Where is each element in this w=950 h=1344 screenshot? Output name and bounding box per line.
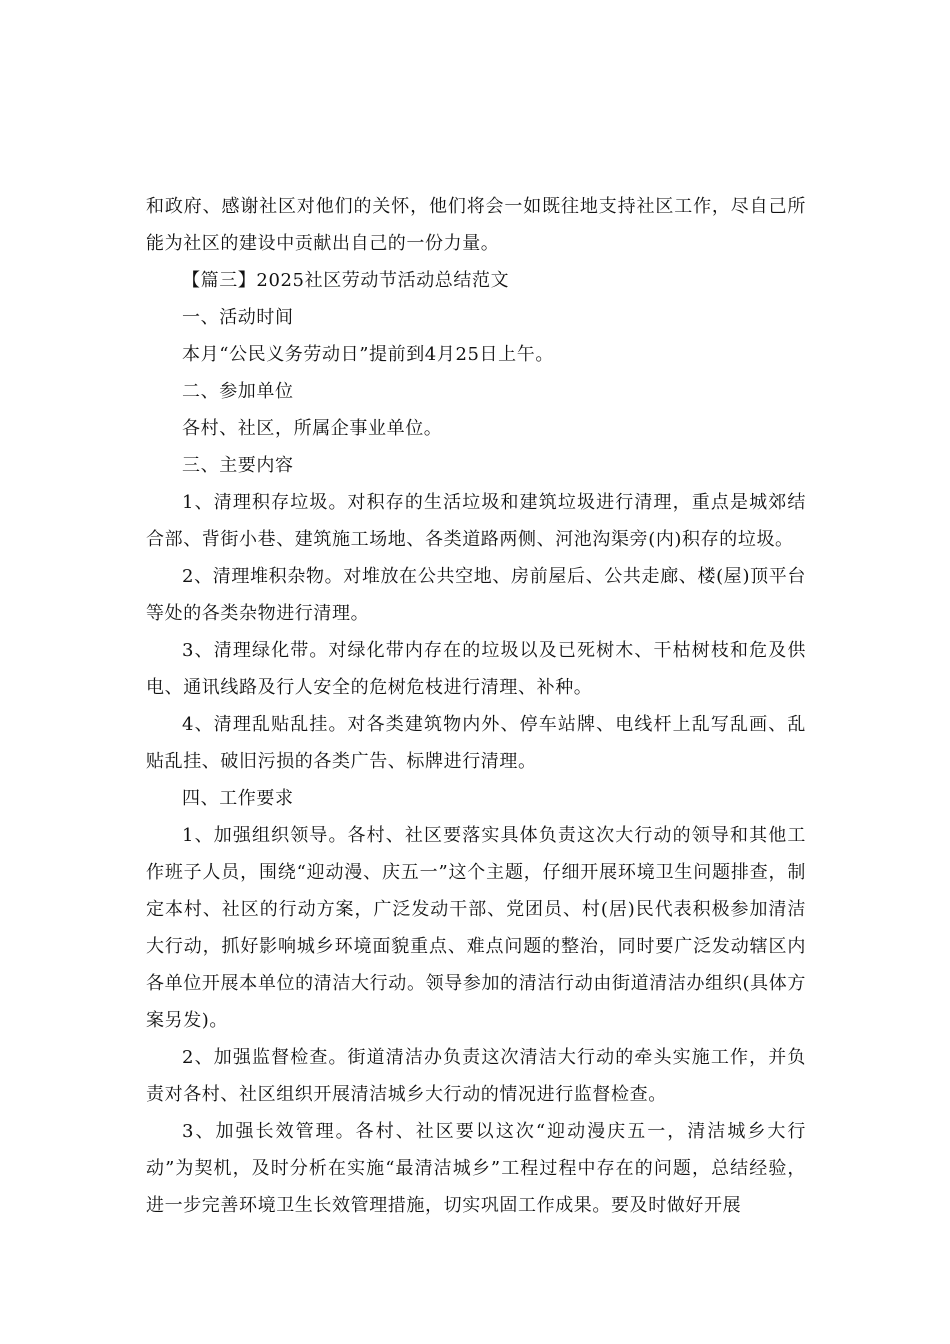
paragraph-activity-time: 本月“公民义务劳动日”提前到4月25日上午。 [182,344,554,365]
paragraph-requirement-1: 1、加强组织领导。各村、社区要落实具体负责这次大行动的领导和其他工作班子人员，围绕“迎动漫、庆五一”这个主题，仔细开展环境卫生问题排查，制定本村、社区的行动方案，广泛发动干部、党团员、村(居)民代表积极参加清洁大行动，抓好影响城乡环境面貌重点、难点问题的整治，同时要广泛发动辖区内各单位开展本单位的清洁大行动。领导参加的清洁行动由街道清洁办组织(具体方案另发)。 [146,825,806,1031]
heading-activity-time: 一、活动时间 [182,307,294,328]
paragraph-content-item-2: 2、清理堆积杂物。对堆放在公共空地、房前屋后、公共走廊、楼(屋)顶平台等处的各类杂物进行清理。 [146,566,806,624]
paragraph-requirement-2: 2、加强监督检查。街道清洁办负责这次清洁大行动的牵头实施工作，并负责对各村、社区组织开展清洁城乡大行动的情况进行监督检查。 [146,1047,806,1105]
paragraph-content-item-4: 4、清理乱贴乱挂。对各类建筑物内外、停车站牌、电线杆上乱写乱画、乱贴乱挂、破旧污损的各类广告、标牌进行清理。 [146,714,806,772]
paragraph-requirement-3: 3、加强长效管理。各村、社区要以这次“迎动漫庆五一，清洁城乡大行动”为契机，及时分析在实施“最清洁城乡”工程过程中存在的问题，总结经验，进一步完善环境卫生长效管理措施，切实巩固工作成果。要及时做好开展 [146,1121,806,1216]
heading-work-requirements: 四、工作要求 [182,788,294,809]
paragraph-participants: 各村、社区，所属企事业单位。 [182,418,443,439]
paragraph-content-item-3: 3、清理绿化带。对绿化带内存在的垃圾以及已死树木、干枯树枝和危及供电、通讯线路及行人安全的危树危枝进行清理、补种。 [146,640,806,698]
heading-participants: 二、参加单位 [182,381,294,402]
paragraph-content-item-1: 1、清理积存垃圾。对积存的生活垃圾和建筑垃圾进行清理，重点是城郊结合部、背街小巷、建筑施工场地、各类道路两侧、河池沟渠旁(内)积存的垃圾。 [146,492,806,550]
document-body [146,188,806,1224]
paragraph-continuation: 和政府、感谢社区对他们的关怀，他们将会一如既往地支持社区工作，尽自己所能为社区的建设中贡献出自己的一份力量。 [146,196,806,254]
section-title: 【篇三】2025社区劳动节活动总结范文 [182,270,510,291]
heading-main-content: 三、主要内容 [182,455,294,476]
